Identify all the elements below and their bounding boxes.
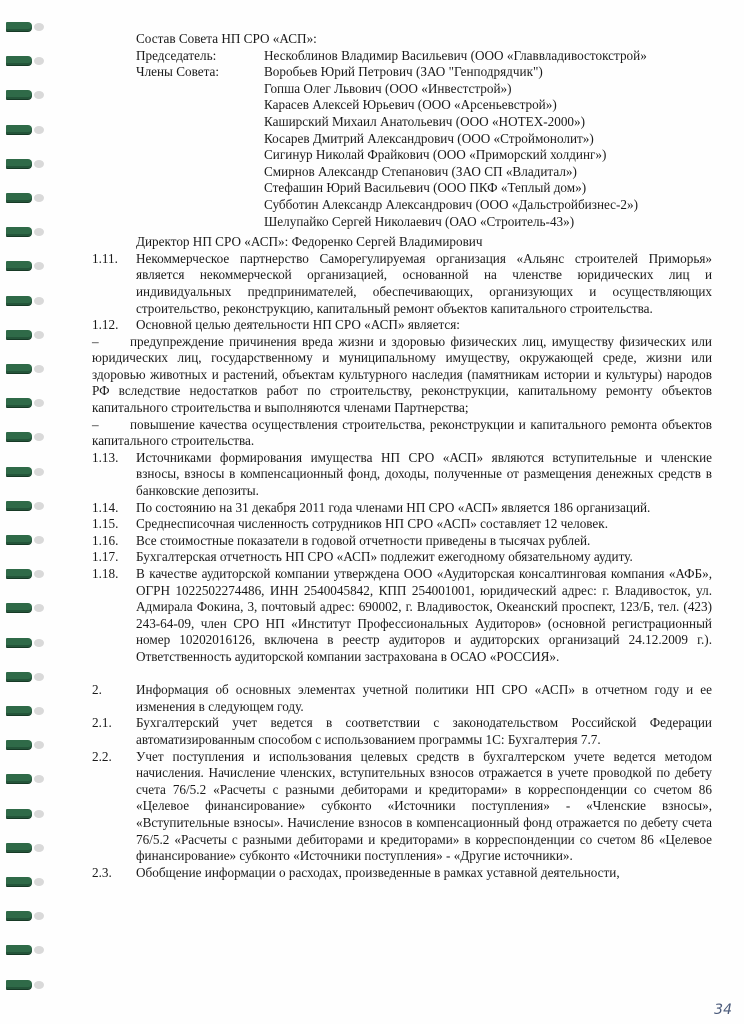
document-body	[92, 31, 712, 881]
numbered-paragraph	[92, 533, 712, 550]
binding-ring	[6, 467, 32, 476]
bullet-text: предупреждение причинения вреда жизни и здоровью физических лиц, имуществу физических или юридических лиц, государственному и муниципальному имуществу, окружающей среде, жизни или здоровью животных и растений, объектам культурного наследия (памятникам истории и культуры) народов РФ вследствие недостатков работ по строительству, реконструкции, капитальному ремонту объектов капитального строительства и выполняются членами Партнерства;	[92, 333, 712, 416]
bullet-dash: –	[92, 333, 99, 349]
council-section	[92, 31, 712, 251]
binding-ring	[6, 911, 32, 920]
binding-ring	[6, 125, 32, 134]
paragraph-number: 2.2.	[92, 748, 112, 764]
binding-ring	[6, 945, 32, 954]
council-heading: Состав Совета НП СРО «АСП»:	[136, 31, 317, 46]
council-member: Воробьев Юрий Петрович (ЗАО "Генподрядчик")	[264, 64, 543, 80]
numbered-paragraph	[92, 251, 712, 317]
director-line: Директор НП СРО «АСП»: Федоренко Сергей Владимирович	[136, 234, 483, 250]
binding-ring	[6, 877, 32, 886]
numbered-paragraph	[92, 749, 712, 865]
comb-binding	[0, 0, 60, 1024]
paragraph-number: 1.17.	[92, 549, 119, 565]
numbered-paragraph	[92, 500, 712, 517]
binding-ring	[6, 672, 32, 681]
paragraph-number: 2.	[92, 682, 102, 698]
numbered-paragraph	[92, 549, 712, 566]
council-member: Шелупайко Сергей Николаевич (ОАО «Строитель-43»)	[264, 213, 575, 229]
binding-ring	[6, 569, 32, 578]
council-member: Сигинур Николай Фрайкович (ООО «Приморский холдинг»)	[264, 147, 607, 163]
paragraph-number: 1.14.	[92, 499, 119, 515]
numbered-paragraph	[92, 715, 712, 748]
paragraph-number: 2.1.	[92, 715, 112, 731]
binding-ring	[6, 501, 32, 510]
paragraph-text: Бухгалтерский учет ведется в соответствии с законодательством Российской Федерации автоматизированным способом с использованием программы 1С: Бухгалтерия 7.7.	[136, 715, 712, 747]
chair-label: Председатель:	[136, 47, 217, 63]
binding-ring	[6, 56, 32, 65]
binding-ring	[6, 398, 32, 407]
council-member: Косарев Дмитрий Александрович (ООО «Строймонолит»)	[264, 130, 594, 146]
bullet-text: повышение качества осуществления строительства, реконструкции и капитального ремонта объектов капитального строительства.	[92, 416, 712, 449]
paragraph-text: Все стоимостные показатели в годовой отчетности приведены в тысячах рублей.	[136, 532, 591, 548]
numbered-paragraph	[92, 566, 712, 666]
page-number: 34	[714, 1002, 732, 1018]
binding-ring	[6, 809, 32, 818]
binding-ring	[6, 296, 32, 305]
council-member: Каширский Михаил Анатольевич (ООО «НОТЕХ-2000»)	[264, 113, 585, 129]
council-member: Карасев Алексей Юрьевич (ООО «Арсеньевстрой»)	[264, 97, 557, 113]
binding-ring	[6, 90, 32, 99]
paragraph-text: По состоянию на 31 декабря 2011 года членами НП СРО «АСП» является 186 организаций.	[136, 499, 651, 515]
numbered-paragraph	[92, 516, 712, 533]
numbered-paragraph	[92, 317, 712, 334]
paragraph-number: 1.13.	[92, 449, 119, 465]
paragraph-text: Бухгалтерская отчетность НП СРО «АСП» подлежит ежегодному обязательному аудиту.	[136, 549, 633, 565]
paragraph-number: 1.15.	[92, 516, 119, 532]
paragraph-text: Источниками формирования имущества НП СРО «АСП» являются вступительные и членские взносы, взносы в компенсационный фонд, доходы, полученные от размещения денежных средств в банковские депозиты.	[136, 449, 712, 499]
binding-ring	[6, 330, 32, 339]
binding-ring	[6, 227, 32, 236]
numbered-paragraph	[92, 682, 712, 715]
binding-ring	[6, 740, 32, 749]
binding-ring	[6, 980, 32, 989]
council-member: Субботин Александр Александрович (ООО «Дальстройбизнес-2»)	[264, 196, 639, 212]
council-member: Стефашин Юрий Васильевич (ООО ПКФ «Теплый дом»)	[264, 180, 587, 196]
binding-ring	[6, 535, 32, 544]
binding-ring	[6, 159, 32, 168]
council-member: Гопша Олег Львович (ООО «Инвестстрой»)	[264, 80, 512, 96]
paragraph-text: Среднесписочная численность сотрудников НП СРО «АСП» составляет 12 человек.	[136, 516, 608, 532]
paragraph-text: Информация об основных элементах учетной политики НП СРО «АСП» в отчетном году и ее изменения в следующем году.	[136, 682, 712, 714]
binding-ring	[6, 193, 32, 202]
binding-ring	[6, 603, 32, 612]
bullet-dash: –	[92, 416, 99, 432]
paragraph-text: Учет поступления и использования целевых средств в бухгалтерском учете ведется методом начисления. Начисление членских, вступительных взносов отражается в учете проводкой по дебету счета 76/5.2 «Расчеты с разными дебиторами и кредиторами» в корреспонденции со счетом 86 «Целевое финансирование» субконто «Источники поступления» - «Членские взносы», «Вступительные взносы». Начисление взносов в компенсационный фонд отражается по дебету счета 76/5.2 «Расчеты с разными дебиторами и кредиторами» в корреспонденции со счетом 86 «Целевое финансирование» субконто «Источники поступления» - «Другие источники».	[136, 748, 712, 864]
paragraph-text: В качестве аудиторской компании утверждена ООО «Аудиторская консалтинговая компания «АФБ», ОГРН 1022502274486, ИНН 2540045842, КПП 254001001, юридический адрес: г. Владивосток, ул. Адмирала Фокина, 3, почтовый адрес: 690002, г. Владивосток, Океанский проспект, 123/Б, тел. (423) 243-64-09, член СРО НП «Институт Профессиональных Аудиторов» (основной регистрационный номер 10202016126, включена в реестр аудиторов и аудиторских организаций 24.12.2009 г.). Ответственность аудиторской компании застрахована в ОСАО «РОССИЯ».	[136, 566, 712, 664]
paragraph-number: 1.18.	[92, 566, 119, 581]
binding-ring	[6, 638, 32, 647]
binding-ring	[6, 774, 32, 783]
binding-ring	[6, 261, 32, 270]
paragraph-number: 2.3.	[92, 864, 112, 880]
paragraph-text: Некоммерческое партнерство Саморегулируемая организация «Альянс строителей Приморья» является некоммерческой организацией, основанной на членстве юридических лиц и индивидуальных предпринимателей, обеспечивающих, организующих и осуществляющих строительство, реконструкцию, капитальный ремонт объектов капитального строительства.	[136, 250, 712, 316]
binding-ring	[6, 364, 32, 373]
paragraph-text: Обобщение информации о расходах, произведенные в рамках уставной деятельности,	[136, 864, 620, 880]
binding-ring	[6, 706, 32, 715]
numbered-paragraph	[92, 865, 712, 882]
numbered-paragraph	[92, 450, 712, 500]
binding-ring	[6, 432, 32, 441]
binding-ring	[6, 843, 32, 852]
bullet-paragraph	[92, 334, 712, 417]
chair-name: Нескоблинов Владимир Васильевич (ООО «Главвладивостокстрой»	[264, 47, 647, 63]
paragraph-number: 1.12.	[92, 317, 119, 333]
paragraph-text: Основной целью деятельности НП СРО «АСП» является:	[136, 317, 460, 333]
members-label: Члены Совета:	[136, 64, 220, 80]
binding-ring	[6, 22, 32, 31]
paragraph-number: 1.11.	[92, 250, 118, 266]
paragraph-number: 1.16.	[92, 532, 119, 548]
council-member: Смирнов Александр Степанович (ЗАО СП «Владитал»)	[264, 163, 577, 179]
bullet-paragraph	[92, 417, 712, 450]
